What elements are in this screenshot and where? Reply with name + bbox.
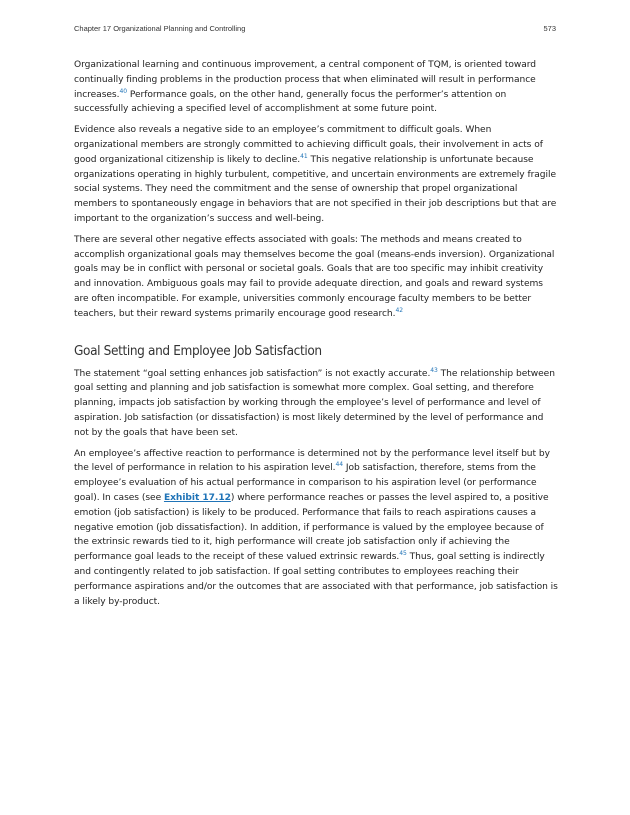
- paragraph-text: Job satisfaction, therefore, stems from the employee’s evaluation of his actual performance in comparison to his aspiration level (or performance goal). In cases (see: [74, 463, 537, 503]
- paragraph-text: Thus, goal setting is indirectly and contingently related to job satisfaction. If goal setting contributes to employees reaching their performance aspirations and/or the outcomes that are associated with that performance, job satisfaction is a likely by-product.: [74, 552, 558, 607]
- footnote-reference-link[interactable]: 41: [300, 152, 308, 160]
- exhibit-link[interactable]: Exhibit 17.12: [163, 492, 231, 503]
- body-paragraph: [74, 58, 558, 117]
- body-paragraph: [74, 367, 558, 441]
- footnote-reference-link[interactable]: 40: [119, 87, 128, 95]
- section-paragraphs: [74, 367, 558, 610]
- footnote-reference-link[interactable]: 44: [335, 461, 344, 469]
- paragraph-text: The relationship between goal setting and planning and job satisfaction is somewhat more complex. Goal setting, and therefore planning, impacts job satisfaction by working through the employee’s level of performance and level of aspiration. Job satisfaction (or dissatisfaction) is most likely determined by the level of performance and not by the goals that have been set.: [74, 368, 555, 438]
- intro-paragraphs: [74, 58, 558, 322]
- footnote-reference-link[interactable]: 45: [399, 550, 407, 558]
- paragraph-text: An employee’s affective reaction to performance is determined not by the performance level itself but by the level of performance in relation to his aspiration level.: [74, 448, 550, 474]
- section-heading: Goal Setting and Employee Job Satisfaction: [74, 343, 322, 359]
- page-number: 573: [543, 24, 556, 33]
- body-paragraph: [74, 233, 558, 322]
- footnote-reference-link[interactable]: 42: [395, 306, 403, 314]
- paragraph-text: Evidence also reveals a negative side to an employee’s commitment to difficult goals. When organizational members are strongly committed to achieving difficult goals, their involvement in acts of good organizational citizenship is likely to decline.: [74, 125, 543, 165]
- footnote-reference-link[interactable]: 43: [430, 366, 438, 374]
- paragraph-text: The statement “goal setting enhances job satisfaction” is not exactly accurate.: [74, 368, 431, 379]
- body-paragraph: [74, 447, 558, 610]
- paragraph-text: Organizational learning and continuous improvement, a central component of TQM, is oriented toward continually finding problems in the production process that when eliminated will result in performance increases.: [74, 60, 537, 100]
- paragraph-text: This negative relationship is unfortunate because organizations operating in highly turbulent, competitive, and uncertain environments are extremely fragile social systems. They need the commitment and the sense of ownership that propel organizational members to spontaneously engage in behaviors that are not specified in their job descriptions but that are important to the organization’s success and well-being.: [74, 154, 557, 224]
- paragraph-text: Performance goals, on the other hand, generally focus the performer’s attention on successfully achieving a specified level of accomplishment at some future point.: [74, 89, 507, 115]
- chapter-title: Chapter 17 Organizational Planning and Controlling: [74, 24, 246, 33]
- running-head: [74, 24, 556, 33]
- body-paragraph: [74, 123, 558, 227]
- main-content: [74, 58, 558, 615]
- paragraph-text: ) where performance reaches or passes the level aspired to, a positive emotion (job satisfaction) is likely to be produced. Performance that fails to reach aspirations causes a negative emotion (job dissatisfaction). In addition, if performance is valued by the employee because of the extrinsic rewards tied to it, high performance will create job satisfaction only if achieving the performance goal leads to the receipt of these valued extrinsic rewards.: [74, 492, 549, 563]
- paragraph-text: There are several other negative effects associated with goals: The methods and means created to accomplish organizational goals may themselves become the goal (means-ends inversion). Organizational goals may be in conflict with personal or societal goals. Goals that are too specific may inhibit creativity and innovation. Ambiguous goals may fail to provide adequate direction, and goals and reward systems are often incompatible. For example, universities commonly encourage faculty members to be better teachers, but their reward systems primarily encourage good research.: [74, 234, 555, 319]
